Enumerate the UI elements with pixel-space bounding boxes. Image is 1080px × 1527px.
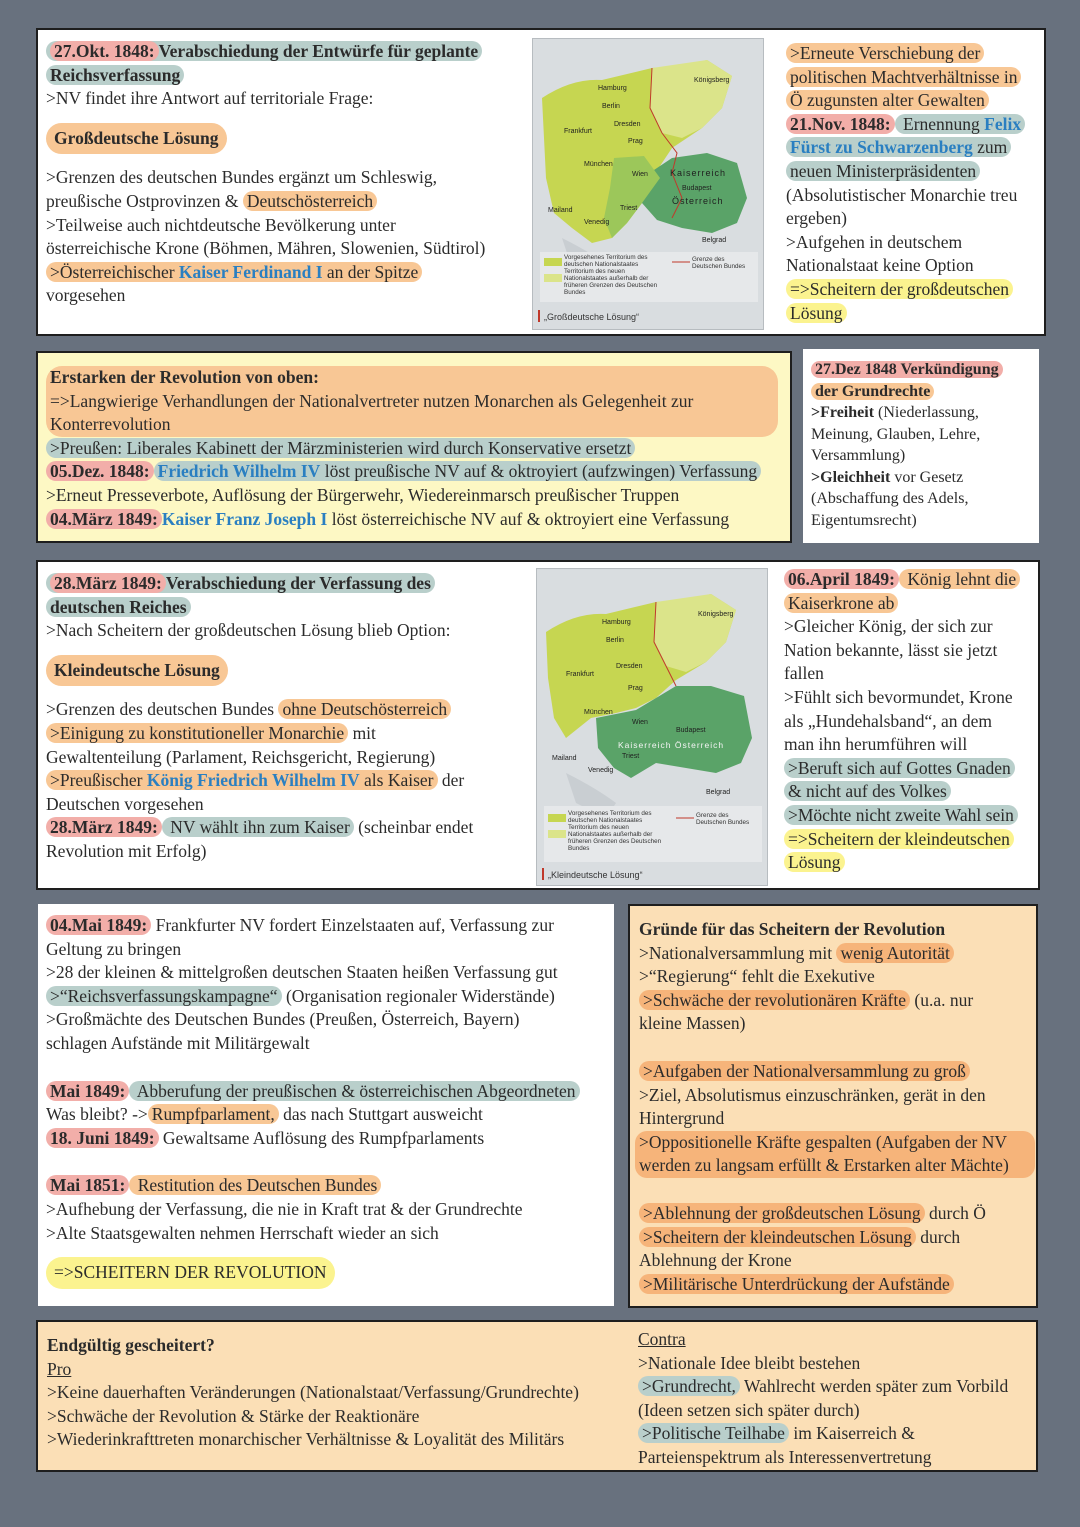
s3-r6: >Fühlt sich bevormundet, Krone — [784, 686, 1013, 707]
map2-label-triest: Triest — [622, 753, 640, 760]
s3-r7: als „Hundehalsband“, an dem — [784, 710, 992, 731]
s3-r5: fallen — [784, 663, 824, 684]
s2-l6-text: löst österreichische NV auf & oktroyiert eine Verfassung — [327, 508, 730, 529]
section-revolution-von-oben — [36, 351, 792, 543]
s2b-f3: Versammlung) — [811, 447, 906, 464]
s2-l6-date: 04.März 1849: — [46, 509, 162, 529]
section-kleindeutsch — [36, 560, 1040, 890]
s5-l4: kleine Massen) — [639, 1013, 746, 1034]
s1-right4-date: 21.Nov. 1848: — [786, 114, 895, 134]
s2b-g3: Eigentumsrecht) — [811, 511, 917, 529]
s1-right4-name: Felix — [984, 113, 1022, 134]
s4-l12: >Alte Staatsgewalten nehmen Herrschaft wieder an sich — [46, 1222, 439, 1243]
s1-solution: Großdeutsche Lösung — [46, 123, 227, 155]
s4-l8c: das nach Stuttgart ausweicht — [278, 1104, 483, 1125]
s6-c2a: >Grundrecht, — [638, 1376, 740, 1396]
map2-caption-marker — [542, 868, 544, 880]
s4-l9-text: Gewaltsame Auflösung des Rumpfparlaments — [158, 1127, 485, 1148]
s4-l13: =>SCHEITERN DER REVOLUTION — [46, 1257, 335, 1289]
map-grossdeutsch — [532, 38, 764, 330]
s2b-h1: 27.Dez 1848 Verkündigung — [811, 361, 1003, 378]
s1-right11: =>Scheitern der großdeutschen — [786, 279, 1013, 299]
map2-legend3-fo — [696, 812, 756, 852]
s1-date: 27.Okt. 1848: — [50, 41, 159, 61]
map-grossdeutsch-svg — [532, 38, 764, 330]
s3-b1a: >Grenzen des deutschen Bundes — [46, 699, 279, 720]
map2-caption: „Kleindeutsche Lösung“ — [548, 870, 643, 880]
s5-heading: Gründe für das Scheitern der Revolution — [639, 919, 946, 939]
section1-right — [786, 42, 1046, 325]
map1-label-oesterreich: Österreich — [672, 196, 724, 206]
map2-label-wien: Wien — [632, 719, 648, 726]
map2-label-koenigsberg: Königsberg — [698, 611, 734, 618]
s6-c4b: im Kaiserreich & — [788, 1423, 915, 1444]
s5-l9: werden zu langsam erfüllt & Erstarken alter Mächte) — [639, 1155, 1009, 1176]
s4-l10-date: Mai 1851: — [46, 1175, 129, 1195]
s1-right8: ergeben) — [786, 208, 847, 229]
map2-legend3: Grenze des Deutschen Bundes — [696, 812, 750, 826]
s6-c2b: Wahlrecht werden später zum Vorbild — [739, 1376, 1009, 1397]
s2b-f2: Meinung, Glauben, Lehre, — [811, 425, 981, 443]
map1-legend1: Vorgesehenes Territorium des deutschen Nationalstaates — [564, 254, 648, 268]
map1-label-kaiserreich: Kaiserreich — [670, 168, 727, 178]
section5-text — [639, 918, 1035, 1296]
s3-title — [46, 573, 435, 593]
s1-right7: (Absolutistischer Monarchie treu — [786, 184, 1018, 205]
map1-label-muenchen: München — [584, 161, 613, 168]
map1-caption: „Großdeutsche Lösung“ — [544, 312, 640, 322]
s2-l1: =>Langwierige Verhandlungen der Nationalvertreter nutzen Monarchen als Gelegenheit zur — [50, 390, 694, 411]
map1-legend3-fo — [692, 256, 752, 296]
s2-l5: >Erneut Presseverbote, Auflösung der Bürgerwehr, Wiedereinmarsch preußischer Truppen — [46, 484, 680, 505]
s5-l6: >Ziel, Absolutismus einzuschränken, gerät in den — [639, 1084, 986, 1105]
s2b-h2: der Grundrechte — [811, 383, 934, 400]
map2-label-frankfurt: Frankfurt — [566, 671, 595, 678]
s1-right4-text: Ernennung — [898, 113, 985, 134]
s4-l7-text: Abberufung der preußischen & österreichischen Abgeordneten — [129, 1081, 579, 1101]
s1-b3a: >Österreichischer — [50, 261, 179, 282]
s2b-f1: >Freiheit — [811, 404, 875, 421]
s3-r8: man ihn herumführen will — [784, 734, 968, 755]
map1-label-koenigsberg: Königsberg — [694, 77, 730, 84]
s3-solution: Kleindeutsche Lösung — [46, 655, 228, 687]
s4-l11: >Aufhebung der Verfassung, die nie in Kraft trat & der Grundrechte — [46, 1198, 523, 1219]
s3-r10: & nicht auf des Volkes — [784, 781, 951, 801]
s3-b4c: als Kaiser — [359, 770, 434, 791]
s3-b4b: König Friedrich Wilhelm IV — [146, 770, 360, 791]
s4-l7-date: Mai 1849: — [46, 1081, 129, 1101]
s3-r11: >Möchte nicht zweite Wahl sein — [784, 805, 1018, 825]
s3-title-text: Verabschiedung der Verfassung des — [165, 573, 431, 593]
s1-right1: >Erneute Verschiebung der — [786, 43, 984, 63]
s1-b1c: Deutschösterreich — [243, 191, 377, 211]
section-endgueltig-gescheitert — [36, 1320, 1038, 1472]
section-gruende-scheitern — [628, 904, 1038, 1308]
s3-title2: deutschen Reiches — [46, 597, 191, 617]
section2b-text — [811, 359, 1035, 531]
s1-b2a: >Teilweise auch nichtdeutsche Bevölkerung unter — [46, 214, 396, 235]
map1-legend-swatch1 — [544, 258, 562, 266]
s3-b1b: ohne Deutschösterreich — [278, 699, 451, 719]
s3-b6-text: NV wählt ihn zum Kaiser — [162, 817, 354, 837]
s4-l8a: Was bleibt? -> — [46, 1104, 148, 1125]
s5-l3b: (u.a. nur — [910, 989, 974, 1010]
s2-heading: Erstarken der Revolution von oben: — [50, 367, 319, 387]
s5-l8: >Oppositionelle Kräfte gespalten (Aufgaben der NV — [639, 1131, 1008, 1152]
map2-legend-fo — [568, 810, 674, 860]
s1-right9: >Aufgehen in deutschem — [786, 231, 963, 252]
s5-l11b: durch — [915, 1226, 961, 1247]
map1-label-prag: Prag — [628, 138, 643, 145]
s4-l2: Geltung zu bringen — [46, 938, 182, 959]
map1-label-hamburg: Hamburg — [598, 85, 627, 92]
map1-label-budapest: Budapest — [682, 185, 712, 192]
s1-title2: Reichsverfassung — [46, 65, 184, 85]
map2-label-budapest: Budapest — [676, 727, 706, 734]
map1-label-berlin: Berlin — [602, 103, 620, 110]
section3-text — [46, 572, 536, 864]
map1-label-triest: Triest — [620, 205, 638, 212]
s1-intro: >NV findet ihre Antwort auf territoriale Frage: — [46, 88, 374, 109]
section3-right — [784, 568, 1040, 875]
s2-orange-block — [46, 366, 778, 437]
map1-legend-fo — [564, 254, 670, 302]
section-grossdeutsch — [36, 28, 1046, 336]
s3-b6-date: 28.März 1849: — [46, 817, 162, 837]
map2-legend2: Territorium des neuen Nationalstaates außerhalb der früheren Grenzen des Deutschen Bundes — [568, 824, 662, 852]
s1-right5-text: zum — [972, 137, 1008, 158]
s6-p2: >Schwäche der Revolution & Stärke der Reaktionäre — [47, 1405, 420, 1426]
section1-text — [46, 40, 536, 308]
s4-l10-text: Restitution des Deutschen Bundes — [129, 1175, 381, 1195]
s5-l7: Hintergrund — [639, 1108, 725, 1129]
map-kleindeutsch — [536, 568, 768, 886]
map2-label-prag: Prag — [628, 685, 643, 692]
s3-b5: Deutschen vorgesehen — [46, 793, 204, 814]
s4-l9-date: 18. Juni 1849: — [46, 1128, 159, 1148]
s2b-f1b: (Niederlassung, — [874, 404, 979, 421]
s6-p3: >Wiederinkrafttreten monarchischer Verhältnisse & Loyalität des Militärs — [47, 1429, 565, 1450]
s3-r3: >Gleicher König, der sich zur — [784, 616, 993, 637]
s1-right5-name: Fürst zu Schwarzenberg — [790, 137, 973, 158]
s3-r1-text: König lehnt die — [899, 569, 1020, 589]
map2-label-berlin: Berlin — [606, 637, 624, 644]
section-grundrechte — [803, 349, 1039, 543]
s3-b7: Revolution mit Erfolg) — [46, 840, 207, 861]
s3-date: 28.März 1849: — [50, 573, 166, 593]
s2b-g2: (Abschaffung des Adels, — [811, 490, 969, 507]
map2-label-kaiserreich-oesterreich: Kaiserreich Österreich — [618, 740, 725, 750]
s6-c5: Parteienspektrum als Interessenvertretung — [638, 1446, 932, 1467]
s3-r9: >Beruft sich auf Gottes Gnaden — [784, 758, 1015, 778]
s1-b3d: vorgesehen — [46, 285, 126, 306]
s1-right12: Lösung — [786, 303, 847, 323]
map2-legend1: Vorgesehenes Territorium des deutschen Nationalstaates — [568, 810, 652, 824]
s2b-g1b: vor Gesetz — [890, 468, 964, 486]
s4-l4b: (Organisation regionaler Widerstände) — [281, 985, 555, 1006]
s1-b2b: österreichische Krone (Böhmen, Mähren, Slowenien, Südtirol) — [46, 238, 486, 259]
s4-l1-text: Frankfurter NV fordert Einzelstaaten auf, Verfassung zur — [151, 915, 554, 935]
s3-r4: Nation bekannte, lässt sie jetzt — [784, 639, 998, 660]
s5-l3a: >Schwäche der revolutionären Kräfte — [639, 990, 910, 1010]
s3-b3: Gewaltenteilung (Parlament, Reichsgericht, Regierung) — [46, 746, 436, 767]
map2-legend-swatch1 — [548, 814, 566, 822]
map1-label-mailand: Mailand — [548, 207, 573, 214]
s5-l1a: >Nationalversammlung mit — [639, 942, 837, 963]
s4-l6: schlagen Aufstände mit Militärgewalt — [46, 1032, 310, 1053]
map2-legend-swatch2 — [548, 830, 566, 838]
section2-text — [46, 366, 786, 531]
s3-r12: =>Scheitern der kleindeutschen — [784, 829, 1014, 849]
s4-l1-date: 04.Mai 1849: — [46, 915, 151, 935]
map2-label-hamburg: Hamburg — [602, 619, 631, 626]
s5-l10a: >Ablehnung der großdeutschen Lösung — [639, 1203, 925, 1223]
s1-right6: neuen Ministerpräsidenten — [786, 161, 980, 181]
s1-right3: Ö zugunsten alter Gewalten — [786, 90, 989, 110]
s5-l10b: durch Ö — [924, 1202, 986, 1223]
s6-p1: >Keine dauerhaften Veränderungen (Nationalstaat/Verfassung/Grundrechte) — [47, 1382, 579, 1403]
s3-r1-date: 06.April 1849: — [784, 569, 899, 589]
s5-oppositional-block — [635, 1131, 1035, 1178]
map1-caption-marker — [538, 310, 540, 322]
map1-label-venedig: Venedig — [584, 219, 610, 226]
s1-b3c: an der Spitze — [322, 261, 419, 282]
map1-legend2: Territorium des neuen Nationalstaates außerhalb der früheren Grenzen des Deutschen Bundes — [564, 268, 658, 296]
s3-r13: Lösung — [784, 852, 845, 872]
map1-label-wien: Wien — [632, 171, 648, 178]
map2-legend — [544, 806, 762, 862]
s5-l13: >Militärische Unterdrückung der Aufstände — [639, 1274, 954, 1294]
s2-l4-date: 05.Dez. 1848: — [46, 461, 154, 481]
map1-label-dresden: Dresden — [614, 121, 641, 128]
s1-right10: Nationalstaat keine Option — [786, 255, 974, 276]
s3-r2: Kaiserkrone ab — [784, 593, 898, 613]
s2-l4-name: Friedrich Wilhelm IV — [157, 461, 321, 482]
section-reichsverfassungskampagne — [38, 904, 614, 1306]
section6-contra — [638, 1328, 1036, 1470]
map2-label-belgrad: Belgrad — [706, 789, 731, 796]
s5-l2: >“Regierung“ fehlt die Exekutive — [639, 966, 875, 987]
map-kleindeutsch-svg — [536, 568, 768, 886]
s4-l3: >28 der kleinen & mittelgroßen deutschen Staaten heißen Verfassung gut — [46, 962, 558, 983]
s5-l11a: >Scheitern der kleindeutschen Lösung — [639, 1227, 916, 1247]
s3-b4d: der — [437, 770, 465, 791]
map1-legend-text — [564, 254, 670, 296]
s6-c3: (Ideen setzen sich später durch) — [638, 1399, 860, 1420]
s3-b6-tail: (scheinbar endet — [353, 817, 474, 838]
map1-label-frankfurt: Frankfurt — [564, 128, 593, 135]
s6-heading: Endgültig gescheitert? — [47, 1335, 215, 1355]
map1-legend3: Grenze des Deutschen Bundes — [692, 256, 746, 270]
map2-label-venedig: Venedig — [588, 767, 614, 774]
s3-intro: >Nach Scheitern der großdeutschen Lösung blieb Option: — [46, 620, 451, 641]
s1-title-text: Verabschiedung der Entwürfe für geplante — [158, 41, 479, 61]
s5-l12: Ablehnung der Krone — [639, 1250, 792, 1271]
s6-c4a: >Politische Teilhabe — [638, 1423, 789, 1443]
s2-l6-name: Kaiser Franz Joseph I — [161, 508, 328, 529]
s1-right2: politischen Machtverhältnisse in — [786, 67, 1021, 87]
s4-l5: >Großmächte des Deutschen Bundes (Preußen, Österreich, Bayern) — [46, 1009, 520, 1030]
map1-legend — [540, 252, 758, 302]
map2-label-dresden: Dresden — [616, 663, 643, 670]
s3-b2a: >Einigung zu konstitutioneller Monarchie — [46, 723, 348, 743]
map1-label-belgrad: Belgrad — [702, 237, 727, 244]
s3-b4a: >Preußischer — [50, 770, 147, 791]
section6-pro — [47, 1334, 637, 1452]
s1-title — [46, 41, 482, 61]
s4-l4a: >“Reichsverfassungskampagne“ — [46, 986, 282, 1006]
s1-b1a: >Grenzen des deutschen Bundes ergänzt um Schleswig, — [46, 167, 438, 188]
s3-b2b: mit — [348, 722, 376, 743]
s6-c1: >Nationale Idee bleibt bestehen — [638, 1352, 861, 1373]
map2-label-muenchen: München — [584, 709, 613, 716]
s1-b3b: Kaiser Ferdinand I — [178, 261, 323, 282]
s4-l8b: Rumpfparlament, — [148, 1104, 279, 1124]
s2-l2: Konterrevolution — [50, 414, 171, 435]
map2-legend-text — [568, 810, 674, 852]
s1-b1b: preußische Ostprovinzen & — [46, 190, 243, 211]
s1-b3-hl — [46, 262, 422, 282]
map2-label-mailand: Mailand — [552, 755, 577, 762]
s5-l1b: wenig Autorität — [836, 943, 953, 963]
section4-text — [46, 914, 612, 1289]
s6-pro: Pro — [47, 1358, 72, 1379]
s6-contra: Contra — [638, 1329, 686, 1349]
s5-l5: >Aufgaben der Nationalversammlung zu groß — [639, 1061, 970, 1081]
s2b-g1: >Gleichheit — [811, 468, 891, 486]
s2-l4-text: löst preußische NV auf & oktroyiert (aufzwingen) Verfassung — [320, 461, 758, 482]
map1-legend-swatch2 — [544, 274, 562, 282]
s2-l3: >Preußen: Liberales Kabinett der Märzministerien wird durch Konservative ersetzt — [46, 438, 635, 458]
